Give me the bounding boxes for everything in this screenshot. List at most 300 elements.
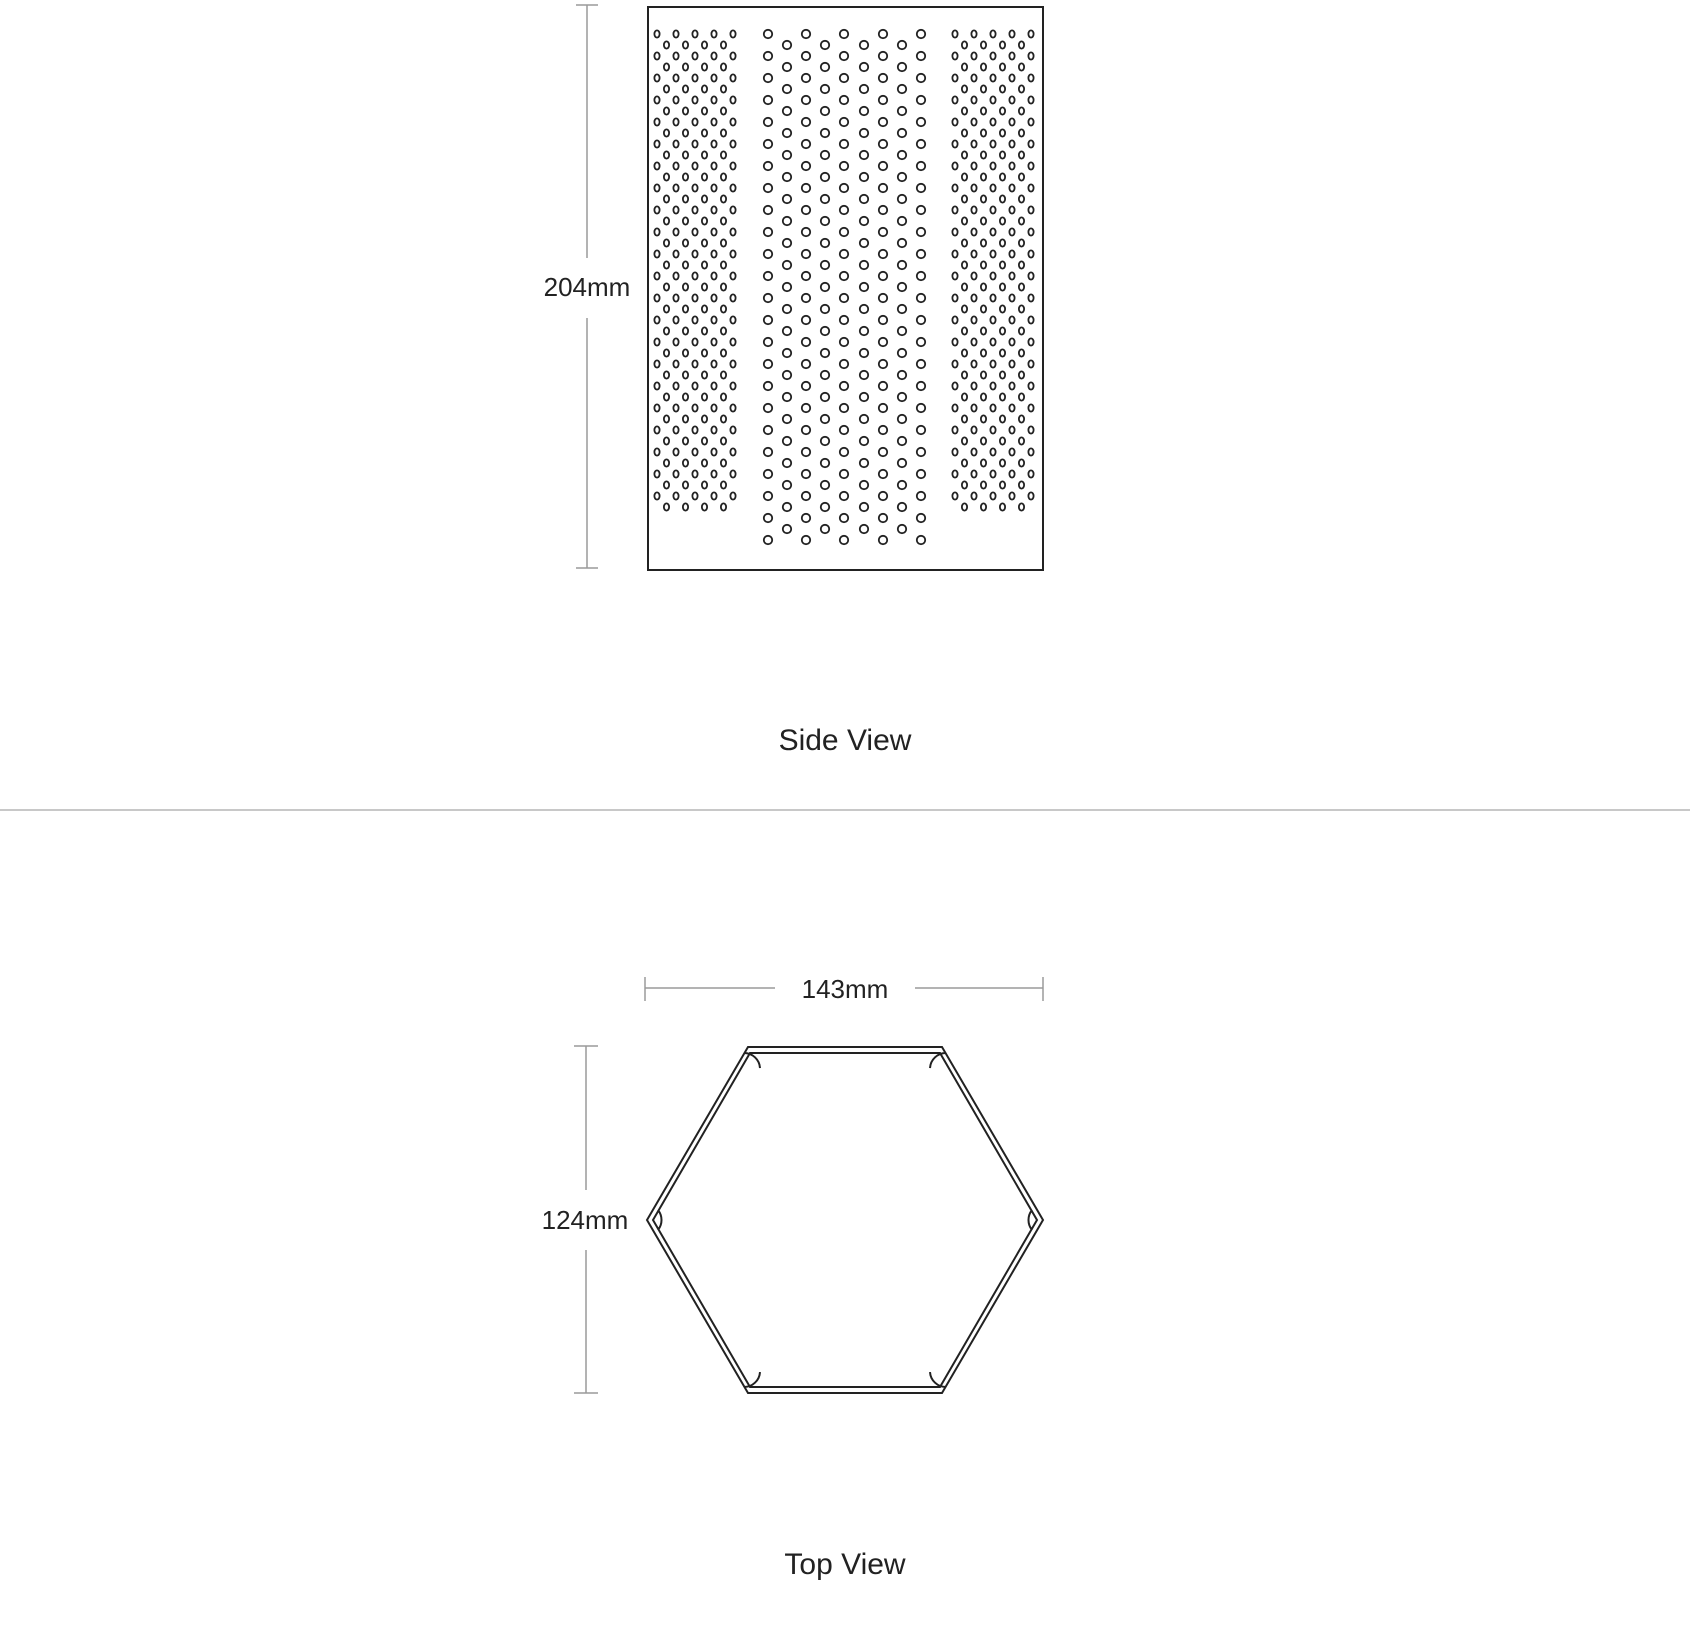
perforation-hole (898, 459, 906, 467)
perforation-hole (860, 525, 868, 533)
perforation-hole (860, 305, 868, 313)
perforation-hole (962, 305, 967, 312)
perforation-hole (764, 250, 772, 258)
perforation-hole (783, 327, 791, 335)
perforation-hole (664, 261, 669, 268)
perforation-hole (730, 338, 735, 345)
perforation-hole (673, 74, 678, 81)
perforation-hole (917, 492, 925, 500)
perforation-hole (673, 162, 678, 169)
perforation-hole (721, 195, 726, 202)
perforation-hole (721, 261, 726, 268)
perforation-hole (683, 437, 688, 444)
perforation-left-band (654, 30, 735, 510)
perforation-hole (730, 404, 735, 411)
perforation-hole (879, 514, 887, 522)
perforation-hole (898, 525, 906, 533)
perforation-hole (821, 481, 829, 489)
perforation-hole (962, 41, 967, 48)
perforation-hole (802, 316, 810, 324)
perforation-hole (860, 393, 868, 401)
perforation-hole (683, 305, 688, 312)
perforation-hole (683, 481, 688, 488)
perforation-hole (673, 228, 678, 235)
perforation-hole (1000, 503, 1005, 510)
perforation-hole (654, 162, 659, 169)
perforation-hole (962, 239, 967, 246)
perforation-hole (783, 217, 791, 225)
hexagon-outer-wall (647, 1047, 1043, 1393)
perforation-hole (821, 217, 829, 225)
perforation-hole (952, 162, 957, 169)
perforation-hole (879, 30, 887, 38)
perforation-hole (840, 360, 848, 368)
perforation-hole (721, 393, 726, 400)
perforation-hole (692, 140, 697, 147)
perforation-hole (664, 107, 669, 114)
perforation-hole (981, 283, 986, 290)
perforation-hole (683, 107, 688, 114)
perforation-hole (702, 371, 707, 378)
perforation-hole (971, 470, 976, 477)
perforation-hole (1009, 294, 1014, 301)
perforation-hole (1000, 63, 1005, 70)
perforation-hole (692, 316, 697, 323)
perforation-hole (898, 85, 906, 93)
perforation-hole (990, 272, 995, 279)
perforation-hole (860, 195, 868, 203)
perforation-hole (1009, 272, 1014, 279)
perforation-hole (990, 492, 995, 499)
perforation-hole (673, 470, 678, 477)
perforation-hole (664, 283, 669, 290)
perforation-hole (971, 184, 976, 191)
perforation-hole (692, 96, 697, 103)
perforation-hole (664, 85, 669, 92)
perforation-hole (673, 272, 678, 279)
perforation-hole (692, 162, 697, 169)
top-width-label: 143mm (801, 974, 889, 1004)
perforation-hole (702, 481, 707, 488)
perforation-hole (783, 349, 791, 357)
perforation-hole (664, 195, 669, 202)
perforation-hole (730, 118, 735, 125)
perforation-hole (821, 283, 829, 291)
perforation-hole (711, 360, 716, 367)
perforation-hole (962, 85, 967, 92)
perforation-hole (917, 250, 925, 258)
perforation-hole (654, 184, 659, 191)
perforation-hole (840, 514, 848, 522)
perforation-hole (692, 184, 697, 191)
perforation-hole (879, 140, 887, 148)
perforation-hole (783, 85, 791, 93)
perforation-hole (990, 338, 995, 345)
perforation-hole (898, 503, 906, 511)
perforation-hole (840, 74, 848, 82)
perforation-hole (711, 228, 716, 235)
perforation-hole (971, 96, 976, 103)
perforation-hole (821, 85, 829, 93)
perforation-hole (990, 294, 995, 301)
perforation-hole (802, 162, 810, 170)
perforation-hole (692, 470, 697, 477)
perforation-hole (1028, 492, 1033, 499)
perforation-hole (764, 30, 772, 38)
perforation-hole (971, 272, 976, 279)
perforation-hole (764, 492, 772, 500)
perforation-hole (1019, 393, 1024, 400)
perforation-hole (917, 514, 925, 522)
perforation-hole (802, 360, 810, 368)
perforation-hole (711, 184, 716, 191)
perforation-hole (917, 316, 925, 324)
perforation-hole (840, 184, 848, 192)
perforation-hole (1028, 52, 1033, 59)
perforation-hole (971, 140, 976, 147)
perforation-hole (917, 426, 925, 434)
perforation-hole (802, 404, 810, 412)
perforation-hole (898, 173, 906, 181)
perforation-hole (952, 140, 957, 147)
perforation-hole (1028, 338, 1033, 345)
perforation-hole (1000, 437, 1005, 444)
perforation-hole (711, 382, 716, 389)
perforation-hole (971, 52, 976, 59)
perforation-hole (730, 228, 735, 235)
perforation-hole (879, 162, 887, 170)
perforation-hole (1000, 239, 1005, 246)
perforation-hole (730, 360, 735, 367)
perforation-hole (702, 459, 707, 466)
perforation-hole (860, 261, 868, 269)
perforation-hole (783, 503, 791, 511)
perforation-hole (802, 492, 810, 500)
perforation-hole (673, 338, 678, 345)
perforation-hole (898, 437, 906, 445)
perforation-hole (1019, 41, 1024, 48)
perforation-hole (962, 63, 967, 70)
perforation-hole (821, 327, 829, 335)
perforation-hole (962, 393, 967, 400)
perforation-hole (702, 195, 707, 202)
perforation-hole (673, 382, 678, 389)
perforation-hole (840, 228, 848, 236)
perforation-hole (962, 261, 967, 268)
perforation-hole (692, 492, 697, 499)
perforation-hole (764, 404, 772, 412)
perforation-hole (654, 294, 659, 301)
perforation-hole (783, 283, 791, 291)
perforation-hole (821, 261, 829, 269)
perforation-hole (1028, 272, 1033, 279)
perforation-hole (802, 96, 810, 104)
perforation-hole (971, 250, 976, 257)
perforation-hole (990, 52, 995, 59)
perforation-hole (783, 239, 791, 247)
perforation-hole (683, 261, 688, 268)
perforation-hole (860, 41, 868, 49)
perforation-hole (673, 404, 678, 411)
perforation-hole (654, 228, 659, 235)
perforation-hole (1019, 129, 1024, 136)
perforation-hole (692, 118, 697, 125)
perforation-hole (898, 217, 906, 225)
perforation-hole (664, 437, 669, 444)
perforation-hole (860, 415, 868, 423)
perforation-hole (1009, 360, 1014, 367)
perforation-hole (917, 140, 925, 148)
perforation-right-band (952, 30, 1033, 510)
perforation-hole (654, 52, 659, 59)
perforation-hole (990, 140, 995, 147)
perforation-hole (917, 30, 925, 38)
perforation-hole (702, 85, 707, 92)
perforation-hole (802, 250, 810, 258)
perforation-hole (981, 41, 986, 48)
perforation-hole (730, 272, 735, 279)
perforation-hole (692, 338, 697, 345)
perforation-hole (783, 63, 791, 71)
perforation-hole (702, 173, 707, 180)
perforation-hole (721, 437, 726, 444)
perforation-hole (1028, 448, 1033, 455)
perforation-hole (898, 151, 906, 159)
perforation-hole (1028, 316, 1033, 323)
perforation-hole (664, 481, 669, 488)
perforation-hole (981, 481, 986, 488)
perforation-hole (1019, 85, 1024, 92)
perforation-hole (683, 327, 688, 334)
perforation-hole (860, 107, 868, 115)
perforation-hole (783, 41, 791, 49)
perforation-hole (962, 349, 967, 356)
hexagon-inner-wall (653, 1053, 1037, 1387)
perforation-hole (981, 261, 986, 268)
perforation-hole (683, 41, 688, 48)
perforation-hole (821, 107, 829, 115)
perforation-hole (783, 129, 791, 137)
perforation-hole (821, 151, 829, 159)
perforation-hole (860, 349, 868, 357)
perforation-hole (990, 404, 995, 411)
perforation-hole (898, 107, 906, 115)
perforation-hole (1028, 74, 1033, 81)
perforation-hole (654, 272, 659, 279)
perforation-hole (764, 184, 772, 192)
perforation-hole (981, 217, 986, 224)
corner-joint-left (658, 1210, 662, 1230)
perforation-hole (840, 162, 848, 170)
perforation-hole (683, 393, 688, 400)
perforation-hole (764, 316, 772, 324)
perforation-hole (673, 184, 678, 191)
perforation-hole (879, 448, 887, 456)
perforation-hole (962, 459, 967, 466)
perforation-hole (721, 305, 726, 312)
perforation-hole (730, 140, 735, 147)
perforation-hole (1019, 283, 1024, 290)
perforation-hole (821, 129, 829, 137)
perforation-hole (971, 338, 976, 345)
perforation-hole (654, 338, 659, 345)
perforation-hole (654, 470, 659, 477)
perforation-hole (952, 448, 957, 455)
perforation-hole (802, 118, 810, 126)
perforation-hole (981, 85, 986, 92)
perforation-hole (702, 41, 707, 48)
perforation-hole (783, 459, 791, 467)
perforation-hole (802, 448, 810, 456)
perforation-hole (664, 41, 669, 48)
perforation-hole (683, 217, 688, 224)
perforation-hole (711, 294, 716, 301)
perforation-hole (730, 184, 735, 191)
perforation-hole (711, 96, 716, 103)
perforation-hole (952, 316, 957, 323)
perforation-hole (840, 426, 848, 434)
perforation-hole (764, 360, 772, 368)
top-view (542, 974, 1043, 1581)
perforation-hole (917, 294, 925, 302)
perforation-hole (1009, 140, 1014, 147)
perforation-hole (683, 85, 688, 92)
perforation-hole (654, 382, 659, 389)
perforation-hole (821, 525, 829, 533)
perforation-hole (821, 41, 829, 49)
perforation-hole (981, 437, 986, 444)
perforation-hole (898, 129, 906, 137)
perforation-hole (730, 426, 735, 433)
perforation-hole (860, 129, 868, 137)
perforation-hole (730, 382, 735, 389)
perforation-hole (990, 250, 995, 257)
perforation-hole (879, 52, 887, 60)
perforation-hole (1028, 426, 1033, 433)
perforation-hole (917, 272, 925, 280)
perforation-hole (971, 316, 976, 323)
perforation-hole (711, 118, 716, 125)
perforation-hole (917, 360, 925, 368)
perforation-hole (654, 250, 659, 257)
perforation-hole (673, 360, 678, 367)
perforation-hole (917, 118, 925, 126)
perforation-hole (917, 404, 925, 412)
perforation-hole (962, 195, 967, 202)
perforation-hole (952, 426, 957, 433)
perforation-hole (962, 173, 967, 180)
perforation-hole (1000, 195, 1005, 202)
perforation-hole (802, 470, 810, 478)
perforation-hole (840, 404, 848, 412)
perforation-hole (840, 536, 848, 544)
perforation-hole (1000, 173, 1005, 180)
perforation-hole (664, 63, 669, 70)
perforation-hole (1000, 283, 1005, 290)
perforation-hole (664, 415, 669, 422)
perforation-hole (654, 426, 659, 433)
perforation-hole (802, 272, 810, 280)
perforation-hole (664, 239, 669, 246)
perforation-hole (721, 151, 726, 158)
perforation-hole (802, 206, 810, 214)
perforation-hole (654, 140, 659, 147)
perforation-hole (860, 283, 868, 291)
perforation-hole (917, 536, 925, 544)
perforation-hole (917, 338, 925, 346)
perforation-hole (730, 470, 735, 477)
perforation-hole (764, 426, 772, 434)
perforation-hole (673, 206, 678, 213)
perforation-hole (654, 492, 659, 499)
perforation-hole (764, 294, 772, 302)
perforation-hole (802, 382, 810, 390)
perforation-hole (683, 195, 688, 202)
perforation-hole (1019, 217, 1024, 224)
perforation-hole (1028, 382, 1033, 389)
perforation-hole (1019, 437, 1024, 444)
perforation-hole (721, 41, 726, 48)
perforation-hole (664, 217, 669, 224)
perforation-hole (730, 448, 735, 455)
perforation-hole (917, 382, 925, 390)
perforation-hole (1000, 151, 1005, 158)
perforation-hole (730, 294, 735, 301)
perforation-hole (664, 173, 669, 180)
perforation-hole (721, 503, 726, 510)
perforation-hole (783, 305, 791, 313)
perforation-hole (783, 525, 791, 533)
perforation-hole (702, 107, 707, 114)
perforation-hole (702, 129, 707, 136)
perforation-hole (879, 492, 887, 500)
perforation-hole (971, 162, 976, 169)
perforation-hole (764, 514, 772, 522)
perforation-hole (783, 261, 791, 269)
perforation-hole (683, 239, 688, 246)
side-view-caption: Side View (778, 724, 912, 757)
perforation-hole (981, 129, 986, 136)
perforation-hole (1009, 228, 1014, 235)
perforation-hole (1009, 30, 1014, 37)
perforation-hole (1000, 41, 1005, 48)
perforation-hole (898, 261, 906, 269)
perforation-hole (971, 382, 976, 389)
perforation-hole (879, 206, 887, 214)
perforation-hole (821, 63, 829, 71)
perforation-hole (702, 283, 707, 290)
perforation-hole (990, 470, 995, 477)
perforation-hole (1028, 118, 1033, 125)
perforation-hole (981, 305, 986, 312)
perforation-hole (879, 294, 887, 302)
perforation-hole (721, 129, 726, 136)
perforation-hole (1019, 107, 1024, 114)
perforation-hole (683, 283, 688, 290)
perforation-hole (702, 239, 707, 246)
perforation-hole (1019, 63, 1024, 70)
perforation-hole (711, 30, 716, 37)
perforation-hole (664, 327, 669, 334)
side-height-dimension (544, 5, 631, 568)
perforation-hole (730, 316, 735, 323)
perforation-hole (917, 162, 925, 170)
perforation-hole (981, 173, 986, 180)
perforation-hole (952, 118, 957, 125)
perforation-hole (764, 470, 772, 478)
perforation-hole (1019, 239, 1024, 246)
perforation-hole (654, 74, 659, 81)
